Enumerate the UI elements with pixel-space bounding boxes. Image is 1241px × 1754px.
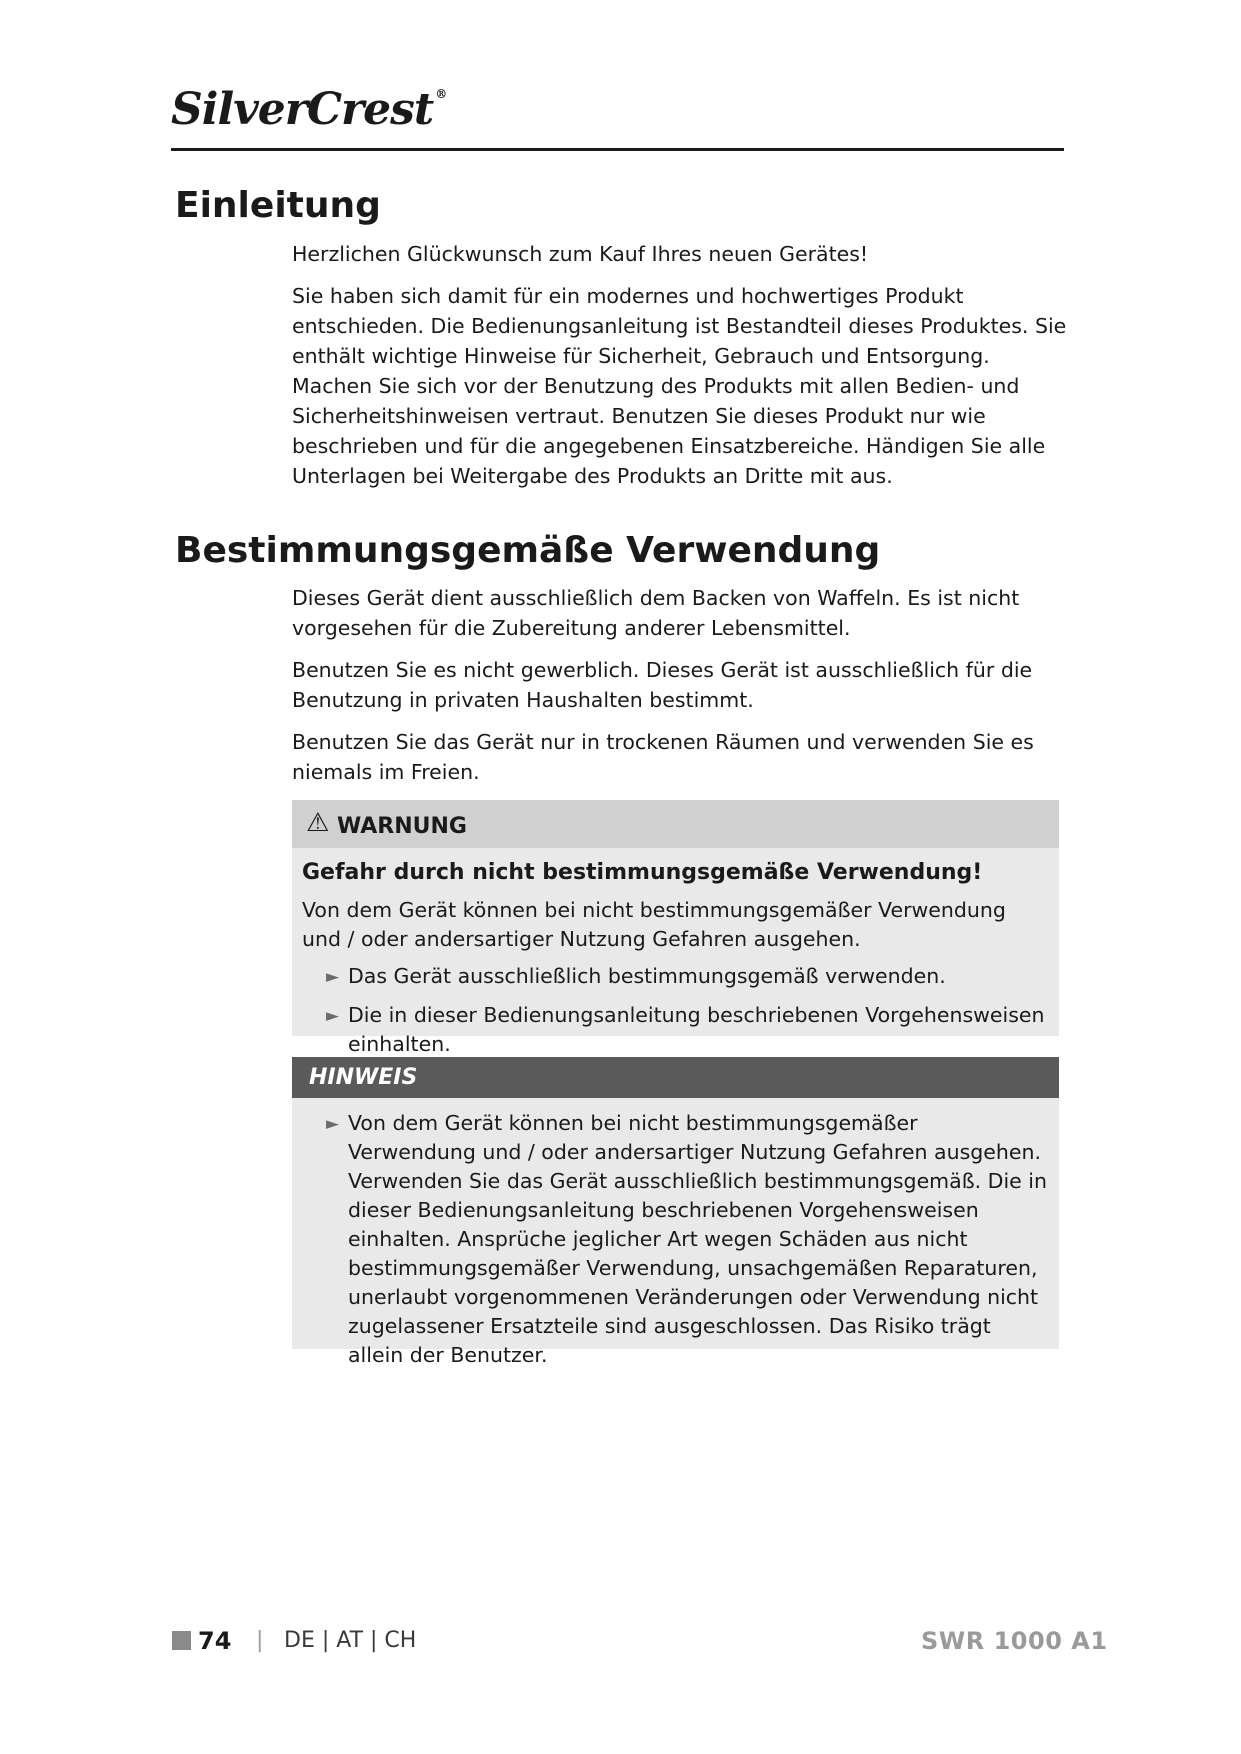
model-number: SWR 1000 A1 xyxy=(921,1627,1108,1655)
header-rule xyxy=(171,148,1064,151)
hint-bullet xyxy=(326,1109,1049,1370)
usage-heading: Bestimmungsgemäße Verwendung xyxy=(175,530,881,571)
page-number: 74 xyxy=(198,1627,232,1655)
brand-logo-text: SilverCrest xyxy=(171,84,434,135)
warning-bullet-text: Die in dieser Bedienungsanleitung beschriebenen Vorgehensweisen einhalten. xyxy=(348,1003,1045,1056)
hint-bullet-list xyxy=(292,1098,1059,1370)
warning-bullet xyxy=(326,1001,1059,1059)
warning-text: Von dem Gerät können bei nicht bestimmungsgemäßer Verwendung und / oder andersartiger Nutzung Gefahren ausgehen. xyxy=(302,898,1006,951)
intro-body: Sie haben sich damit für ein modernes und hochwertiges Produkt entschieden. Die Bedienungsanleitung ist Bestandteil dieses Produktes. Sie enthält wichtige Hinweise für Sicherheit, Gebrauch und Entsorgung. Machen Sie sich vor der Benutzung des Produkts mit allen Bedien- und Sicherheitshinweisen vertraut. Benutzen Sie dieses Produkt nur wie beschrieben und für die angegebenen Einsatzbereiche. Händigen Sie alle Unterlagen bei Weitergabe des Produkts an Dritte mit aus. xyxy=(292,284,1067,488)
warning-box xyxy=(292,800,1059,1056)
usage-paragraph-1: Dieses Gerät dient ausschließlich dem Backen von Waffeln. Es ist nicht vorgesehen für die Zubereitung anderer Lebensmittel. xyxy=(292,586,1020,640)
registered-mark: ® xyxy=(435,87,447,101)
page-marker-square xyxy=(172,1631,191,1650)
intro-greeting: Herzlichen Glückwunsch zum Kauf Ihres neuen Gerätes! xyxy=(292,242,869,266)
warning-title: WARNUNG xyxy=(336,814,467,839)
usage-paragraph-3: Benutzen Sie das Gerät nur in trockenen Räumen und verwenden Sie es niemals im Freien. xyxy=(292,730,1034,784)
footer-separator: | xyxy=(256,1628,264,1653)
bullet-arrow-icon: ► xyxy=(326,1114,340,1134)
bullet-arrow-icon: ► xyxy=(326,967,340,987)
warning-bullet-list xyxy=(292,954,1059,1059)
brand-logo xyxy=(171,84,447,135)
hint-box xyxy=(292,1057,1059,1367)
bullet-arrow-icon: ► xyxy=(326,1006,340,1026)
intro-heading: Einleitung xyxy=(175,185,381,226)
warning-header xyxy=(292,800,1059,848)
warning-bullet xyxy=(326,962,1059,992)
hint-bullet-text: Von dem Gerät können bei nicht bestimmungsgemäßer Verwendung und / oder andersartiger Nutzung Gefahren ausgehen. Verwenden Sie das Gerät ausschließlich bestimmungsgemäß. Die in dieser Bedienungsanleitung beschriebenen Vorgehensweisen einhalten. Ansprüche jeglicher Art wegen Schäden aus nicht bestimmungsgemäßer Verwendung, unsachgemäßen Reparaturen, unerlaubt vorgenommenen Veränderungen oder Verwendung nicht zugelassener Ersatzteile sind ausgeschlossen. Das Risiko trägt allein der Benutzer. xyxy=(348,1111,1047,1367)
warning-bullet-text: Das Gerät ausschließlich bestimmungsgemäß verwenden. xyxy=(348,964,946,988)
hint-header: HINWEIS xyxy=(292,1057,1059,1098)
usage-paragraph-2: Benutzen Sie es nicht gewerblich. Dieses Gerät ist ausschließlich für die Benutzung in privaten Haushalten bestimmt. xyxy=(292,658,1033,712)
warning-subtitle: Gefahr durch nicht bestimmungsgemäße Verwendung! xyxy=(302,860,983,885)
warning-triangle-icon: ⚠ xyxy=(306,808,330,838)
footer-languages: DE | AT | CH xyxy=(284,1628,417,1653)
